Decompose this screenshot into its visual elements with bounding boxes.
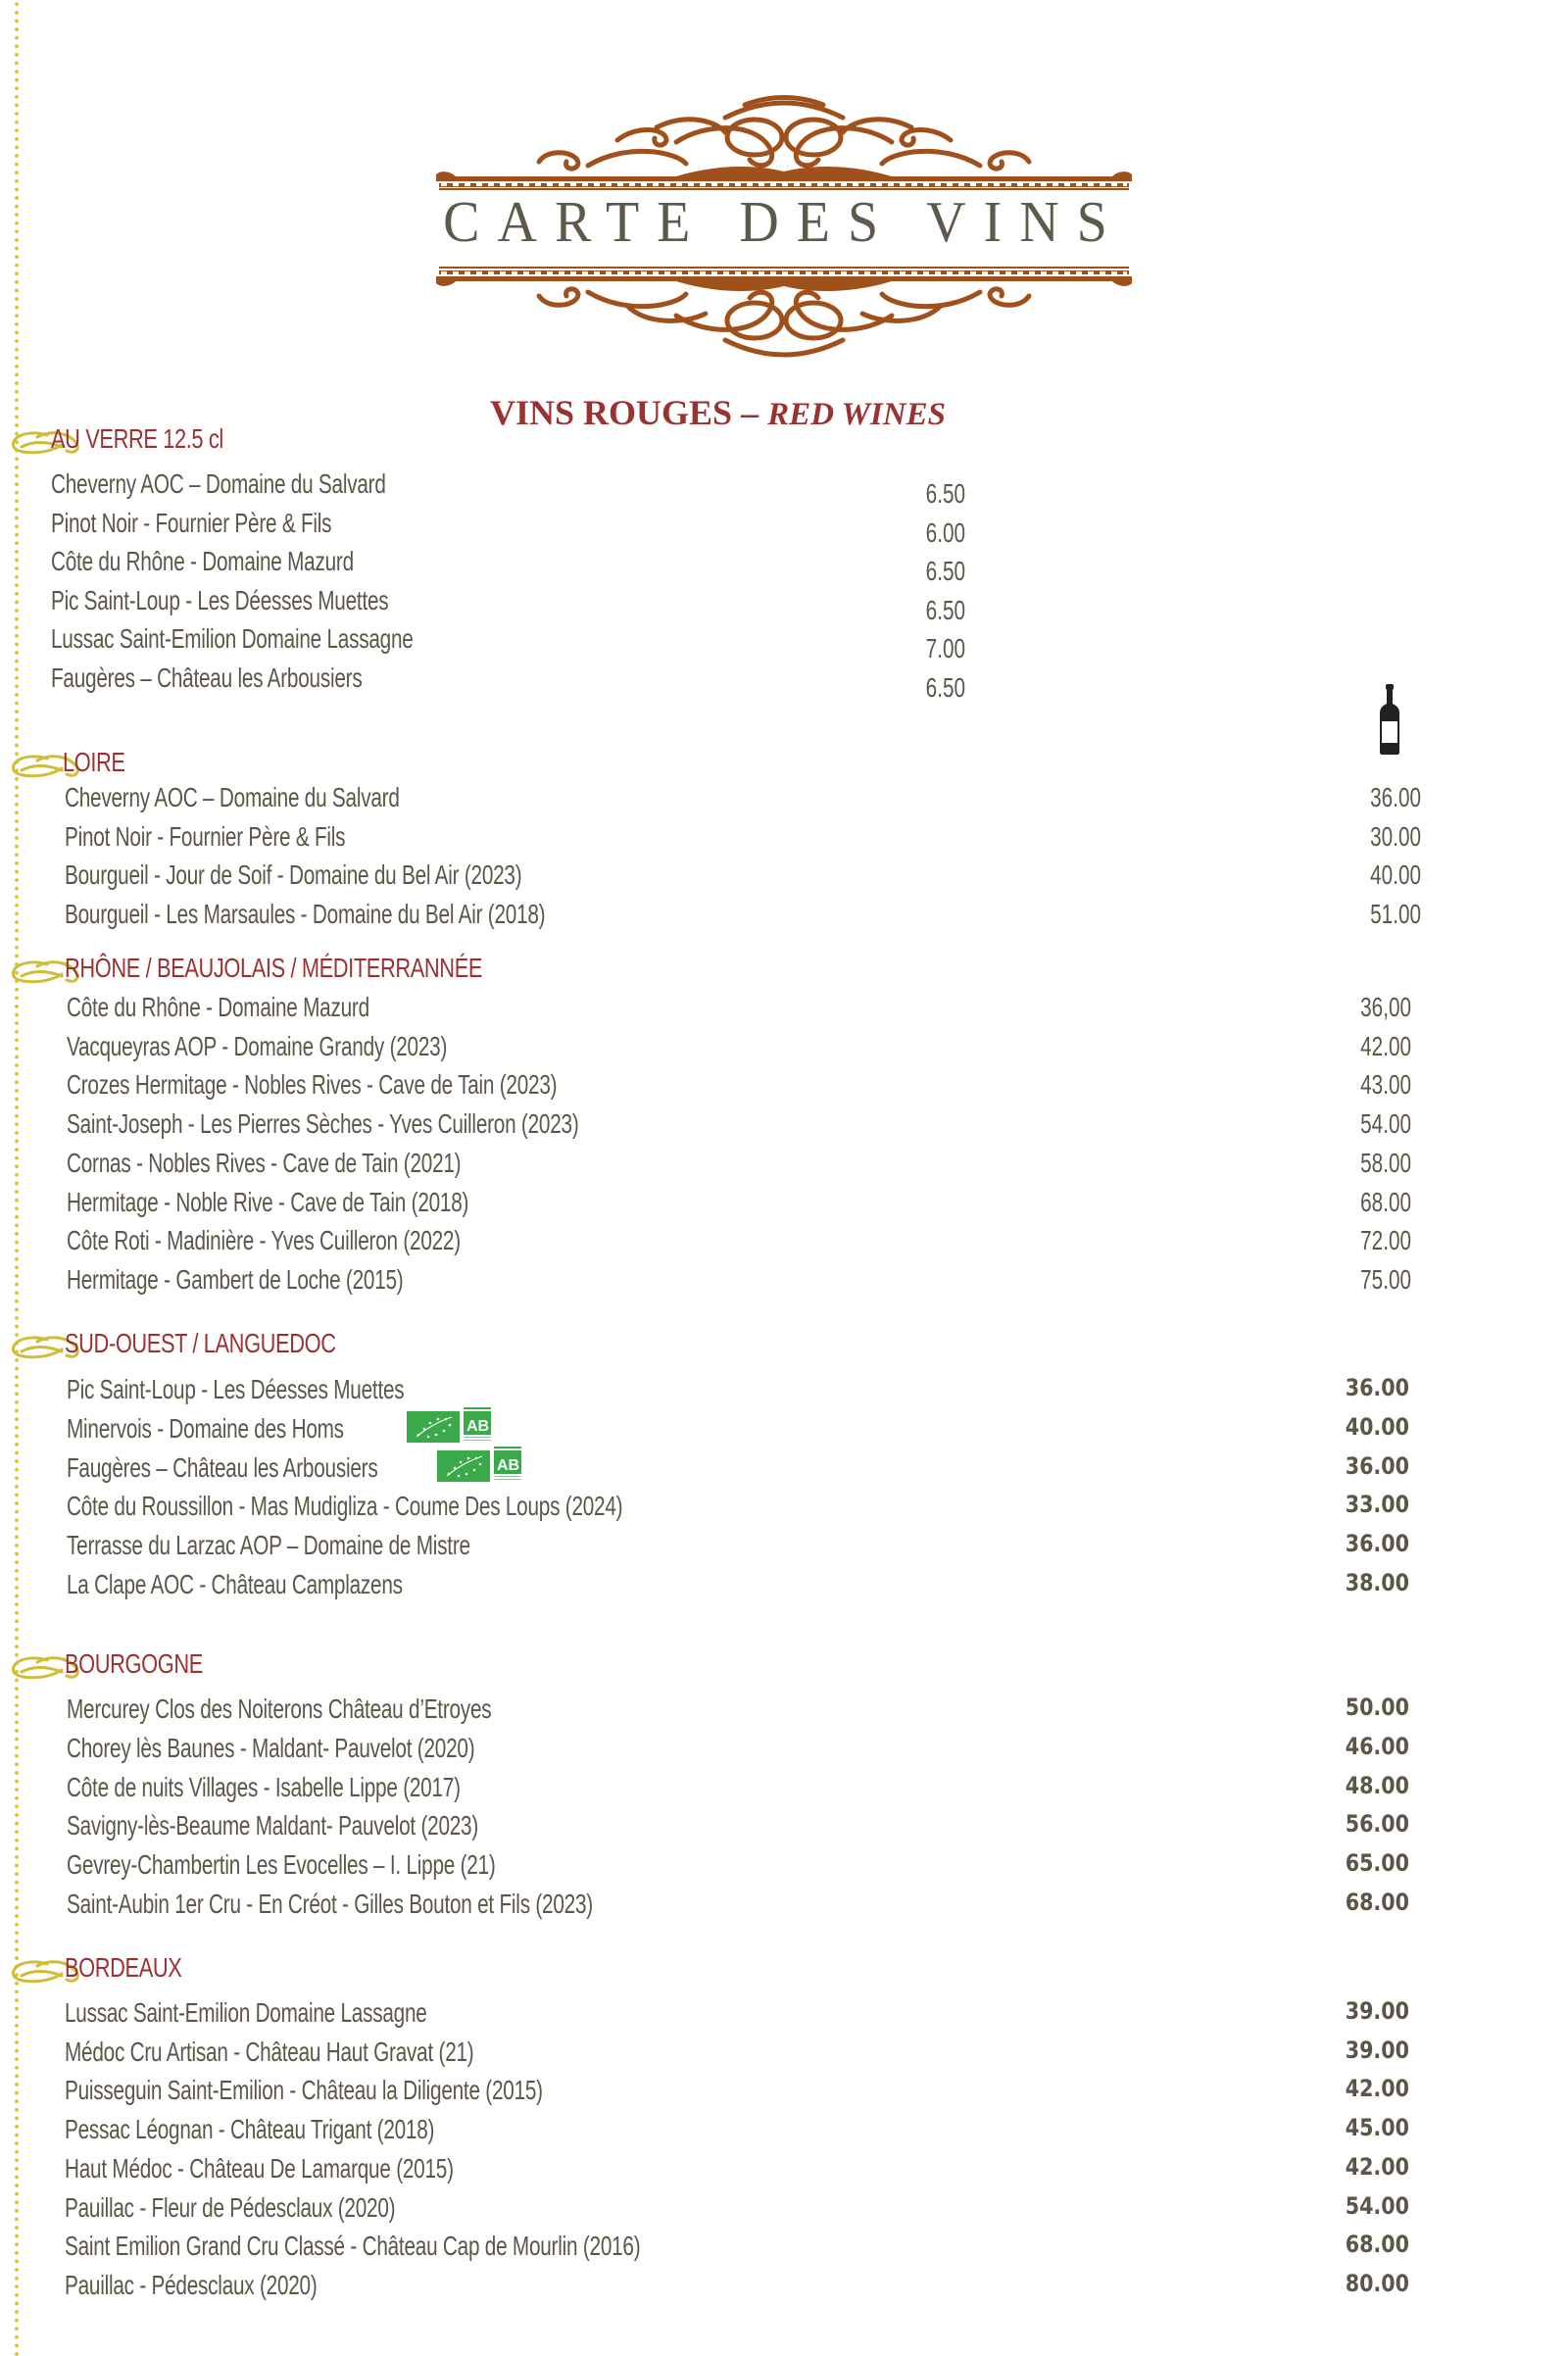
section-heading: AU VERRE 12.5 cl: [51, 423, 223, 454]
wine-name: Minervois - Domaine des Homs: [67, 1412, 344, 1444]
organic-eu-ab-label-icon: [407, 1407, 495, 1445]
section-heading: BORDEAUX: [65, 1952, 182, 1983]
wine-price: 30.00: [1370, 820, 1421, 852]
wine-row: [0, 859, 1568, 899]
wine-row: [0, 1031, 1568, 1070]
wine-name: Cornas - Nobles Rives - Cave de Tain (2021): [67, 1147, 462, 1178]
wine-row: [0, 546, 1568, 585]
wine-name: Côte du Roussillon - Mas Mudigliza - Coume Des Loups (2024): [67, 1491, 623, 1522]
wine-name: Hermitage - Gambert de Loche (2015): [67, 1263, 404, 1295]
wine-row: [0, 2270, 1568, 2309]
wine-price: 68.00: [1345, 1889, 1409, 1916]
page-title: CARTE DES VINS: [443, 190, 1125, 255]
wine-row: [0, 821, 1568, 860]
wine-price: 6.00: [925, 516, 965, 548]
section-heading: LOIRE: [63, 747, 125, 777]
wine-row: [0, 1452, 1568, 1492]
wine-name: Côte de nuits Villages - Isabelle Lippe (2017): [67, 1771, 461, 1802]
wine-name: Saint Emilion Grand Cru Classé - Château Cap de Mourlin (2016): [65, 2231, 641, 2262]
wine-name: Hermitage - Noble Rive - Cave de Tain (2018): [67, 1186, 469, 1217]
wine-price: 65.00: [1345, 1849, 1409, 1878]
wine-name: Terrasse du Larzac AOP – Domaine de Mistre: [67, 1530, 470, 1561]
wine-name: Cheverny AOC – Domaine du Salvard: [65, 782, 400, 812]
wine-row: [0, 2075, 1568, 2114]
wine-name: Pinot Noir - Fournier Père & Fils: [51, 507, 332, 538]
wine-price: 42.00: [1345, 2152, 1409, 2181]
wine-row: [0, 1530, 1568, 1569]
wine-row: [0, 1849, 1568, 1889]
wine-price: 48.00: [1345, 1771, 1409, 1799]
wine-name: Lussac Saint-Emilion Domaine Lassagne: [51, 623, 414, 655]
wine-row: [0, 2192, 1568, 2232]
wine-row: [0, 1889, 1568, 1928]
section-subtitle: [490, 392, 1078, 433]
wine-name: Saint-Joseph - Les Pierres Sèches - Yves Cuilleron (2023): [67, 1108, 579, 1140]
wine-price: 36.00: [1345, 1530, 1409, 1558]
wine-row: [0, 992, 1568, 1031]
wine-row: [0, 1693, 1568, 1733]
wine-name: Gevrey-Chambertin Les Evocelles – I. Lippe (21): [67, 1849, 496, 1881]
wine-row: [0, 1491, 1568, 1530]
wine-price: 6.50: [925, 478, 965, 509]
wine-price: 68.00: [1360, 1186, 1411, 1217]
wine-price: 50.00: [1345, 1693, 1409, 1721]
wine-name: Lussac Saint-Emilion Domaine Lassagne: [65, 1997, 427, 2028]
wine-price: 39.00: [1345, 2036, 1409, 2064]
wine-price: 68.00: [1345, 2231, 1409, 2259]
wine-price: 36.00: [1345, 1374, 1409, 1401]
wine-row: [0, 2037, 1568, 2076]
wine-name: Bourgueil - Jour de Soif - Domaine du Bel Air (2023): [65, 859, 522, 891]
wine-row: [0, 1374, 1568, 1413]
wine-name: Vacqueyras AOP - Domaine Grandy (2023): [67, 1030, 448, 1061]
wine-row: [0, 899, 1568, 938]
wine-row: [0, 1108, 1568, 1148]
svg-text:AB: AB: [466, 1417, 490, 1435]
wine-price: 54.00: [1345, 2191, 1409, 2220]
subtitle-french: VINS ROUGES –: [490, 393, 768, 432]
wine-price: 46.00: [1345, 1732, 1409, 1760]
section-heading: BOURGOGNE: [65, 1648, 203, 1679]
wine-price: 38.00: [1345, 1569, 1409, 1596]
wine-row: [0, 1810, 1568, 1849]
wine-name: Pauillac - Fleur de Pédesclaux (2020): [65, 2191, 396, 2223]
section-heading: SUD-OUEST / LANGUEDOC: [65, 1328, 336, 1358]
ornament-top-icon: [431, 93, 1137, 191]
wine-row: [0, 1772, 1568, 1811]
svg-text:AB: AB: [497, 1456, 520, 1474]
wine-name: Savigny-lès-Beaume Maldant- Pauvelot (2023): [67, 1810, 479, 1841]
wine-price: 42.00: [1360, 1030, 1411, 1061]
wine-row: [0, 623, 1568, 663]
wine-name: Médoc Cru Artisan - Château Haut Gravat (21): [65, 2036, 474, 2067]
wine-row: [0, 2114, 1568, 2153]
wine-price: 40.00: [1345, 1412, 1409, 1441]
wine-name: Côte du Rhône - Domaine Mazurd: [51, 546, 354, 577]
wine-price: 58.00: [1360, 1147, 1411, 1178]
organic-eu-ab-label-icon: [437, 1447, 525, 1484]
wine-name: Côte du Rhône - Domaine Mazurd: [67, 992, 369, 1022]
wine-name: Pessac Léognan - Château Trigant (2018): [65, 2114, 435, 2145]
wine-price: 36.00: [1370, 782, 1421, 812]
wine-name: Pauillac - Pédesclaux (2020): [65, 2269, 318, 2300]
wine-row: [0, 663, 1568, 702]
wine-name: Chorey lès Baunes - Maldant- Pauvelot (2020): [67, 1732, 475, 1763]
wine-name: Pic Saint-Loup - Les Déesses Muettes: [67, 1374, 405, 1404]
wine-price: 43.00: [1360, 1069, 1411, 1101]
wine-row: [0, 1997, 1568, 2037]
wine-row: [0, 1069, 1568, 1108]
section-heading: RHÔNE / BEAUJOLAIS / MÉDITERRANNÉE: [65, 953, 483, 983]
wine-name: Pinot Noir - Fournier Père & Fils: [65, 820, 346, 852]
wine-name: Côte Roti - Madinière - Yves Cuilleron (2022): [67, 1225, 461, 1256]
wine-row: [0, 1148, 1568, 1187]
wine-price: 36,00: [1360, 992, 1411, 1022]
wine-price: 6.50: [925, 594, 965, 625]
wine-row: [0, 1569, 1568, 1608]
wine-price: 7.00: [925, 633, 965, 664]
wine-price: 39.00: [1345, 1997, 1409, 2025]
wine-price: 75.00: [1360, 1263, 1411, 1295]
wine-row: [0, 2153, 1568, 2192]
wine-row: [0, 1264, 1568, 1303]
wine-name: Cheverny AOC – Domaine du Salvard: [51, 468, 386, 499]
wine-row: [0, 585, 1568, 624]
wine-row: [0, 782, 1568, 821]
wine-price: 54.00: [1360, 1108, 1411, 1140]
wine-price: 45.00: [1345, 2114, 1409, 2142]
wine-row: [0, 468, 1568, 508]
wine-price: 80.00: [1345, 2269, 1409, 2297]
wine-row: [0, 1225, 1568, 1264]
wine-price: 6.50: [925, 672, 965, 703]
wine-row: [0, 2231, 1568, 2270]
wine-name: Puisseguin Saint-Emilion - Château la Diligente (2015): [65, 2075, 543, 2106]
wine-name: Pic Saint-Loup - Les Déesses Muettes: [51, 584, 389, 615]
wine-price: 40.00: [1370, 859, 1421, 891]
wine-name: Crozes Hermitage - Nobles Rives - Cave de Tain (2023): [67, 1069, 558, 1101]
wine-name: Faugères – Château les Arbousiers: [67, 1451, 378, 1483]
wine-row: [0, 1187, 1568, 1226]
wine-name: Mercurey Clos des Noiterons Château d’Etroyes: [67, 1693, 492, 1724]
header: [431, 93, 1137, 368]
wine-name: Saint-Aubin 1er Cru - En Créot - Gilles Bouton et Fils (2023): [67, 1889, 593, 1919]
wine-name: La Clape AOC - Château Camplazens: [67, 1569, 403, 1599]
wine-row: [0, 1413, 1568, 1452]
wine-price: 51.00: [1370, 898, 1421, 929]
wine-price: 36.00: [1345, 1451, 1409, 1480]
wine-row: [0, 1733, 1568, 1772]
subtitle-english: RED WINES: [767, 397, 946, 432]
wine-price: 56.00: [1345, 1810, 1409, 1839]
wine-name: Faugères – Château les Arbousiers: [51, 663, 363, 693]
wine-row: [0, 508, 1568, 547]
wine-name: Haut Médoc - Château De Lamarque (2015): [65, 2152, 454, 2184]
wine-price: 72.00: [1360, 1225, 1411, 1256]
ornament-bottom-icon: [431, 265, 1137, 363]
wine-name: Bourgueil - Les Marsaules - Domaine du Bel Air (2018): [65, 898, 546, 929]
wine-price: 33.00: [1345, 1491, 1409, 1519]
wine-price: 42.00: [1345, 2075, 1409, 2103]
wine-price: 6.50: [925, 556, 965, 587]
